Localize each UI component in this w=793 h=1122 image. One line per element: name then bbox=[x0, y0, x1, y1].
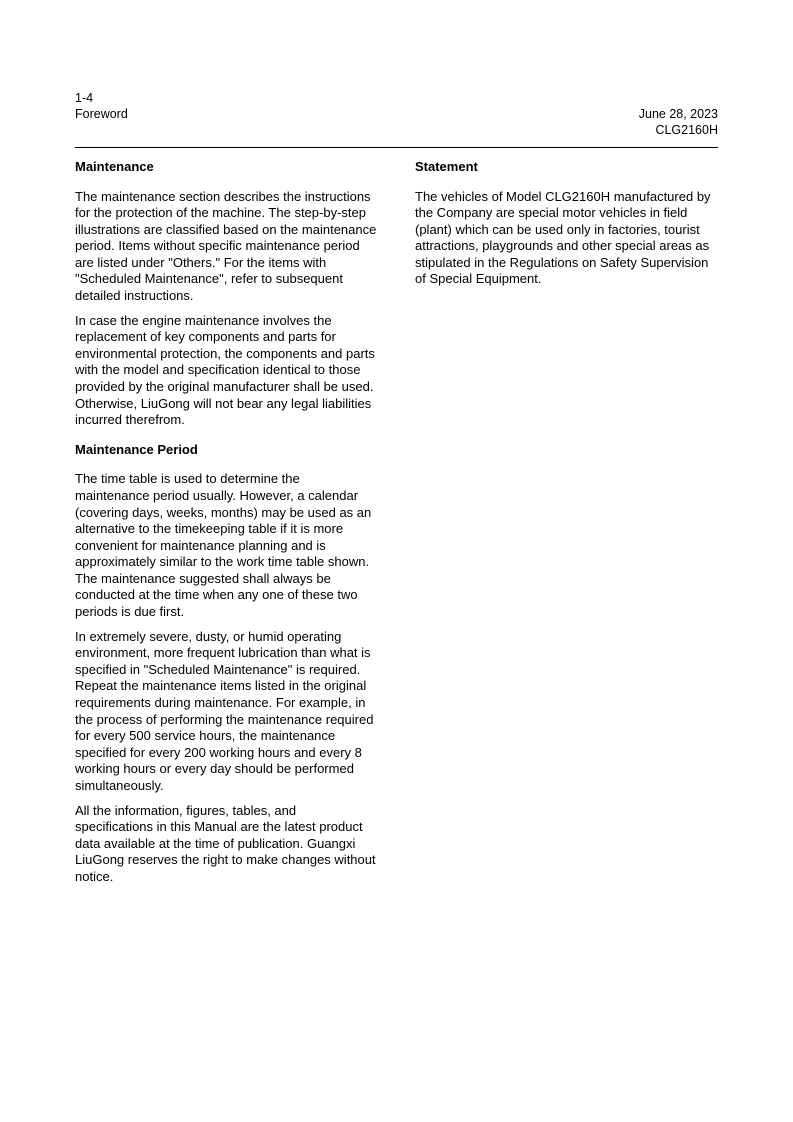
maintenance-period-paragraph-3: All the information, figures, tables, and specifications in this Manual are the latest product data available at the time of publication. Guangxi LiuGong reserves the right to make changes without notice. bbox=[75, 802, 376, 884]
statement-paragraph: The vehicles of Model CLG2160H manufactured by the Company are special motor vehicles in field (plant) which can be used only in factories, tourist attractions, playgrounds and other special areas as stipulated in the Regulations on Safety Supervision of Special Equipment. bbox=[415, 188, 711, 287]
page-header-left bbox=[75, 91, 128, 122]
model-number: CLG2160H bbox=[655, 122, 718, 137]
statement-heading: Statement bbox=[415, 159, 478, 174]
maintenance-period-section bbox=[75, 442, 377, 886]
section-name: Foreword bbox=[75, 106, 128, 121]
maintenance-paragraph-2: In case the engine maintenance involves the replacement of key components and parts for environmental protection, the components and parts with the model and specification identical to those provided by the original manufacturer shall be used. Otherwise, LiuGong will not bear any legal liabilities incurred therefrom. bbox=[75, 312, 375, 428]
header-divider bbox=[75, 147, 718, 148]
maintenance-period-paragraph-2: In extremely severe, dusty, or humid operating environment, more frequent lubrication than what is specified in "Scheduled Maintenance" is required. Repeat the maintenance items listed in the original requirements during maintenance. For example, in the process of performing the maintenance required for every 500 service hours, the maintenance specified for every 200 working hours and every 8 working hours or every day should be performed simultaneously. bbox=[75, 628, 374, 793]
statement-section bbox=[415, 159, 718, 288]
left-column bbox=[75, 159, 377, 894]
page-header-right bbox=[639, 107, 718, 138]
right-column bbox=[415, 159, 718, 296]
maintenance-period-paragraph-1: The time table is used to determine the maintenance period usually. However, a calendar (covering days, weeks, months) may be used as an alternative to the timekeeping table if it is more convenient for maintenance planning and is approximately similar to the work time table shown. The maintenance suggested shall always be conducted at the time when any one of these two periods is due first. bbox=[75, 471, 372, 620]
maintenance-heading: Maintenance bbox=[75, 159, 154, 174]
publication-date: June 28, 2023 bbox=[638, 107, 718, 121]
maintenance-paragraph-1: The maintenance section describes the instructions for the protection of the machine. The step-by-step illustrations are classified based on the maintenance period. Items without specific maintenance period are listed under "Others." For the items with "Scheduled Maintenance", refer to subsequent detailed instructions. bbox=[75, 188, 377, 304]
page-number: 1-4 bbox=[75, 91, 94, 105]
maintenance-section bbox=[75, 159, 377, 429]
maintenance-period-heading: Maintenance Period bbox=[75, 441, 198, 457]
